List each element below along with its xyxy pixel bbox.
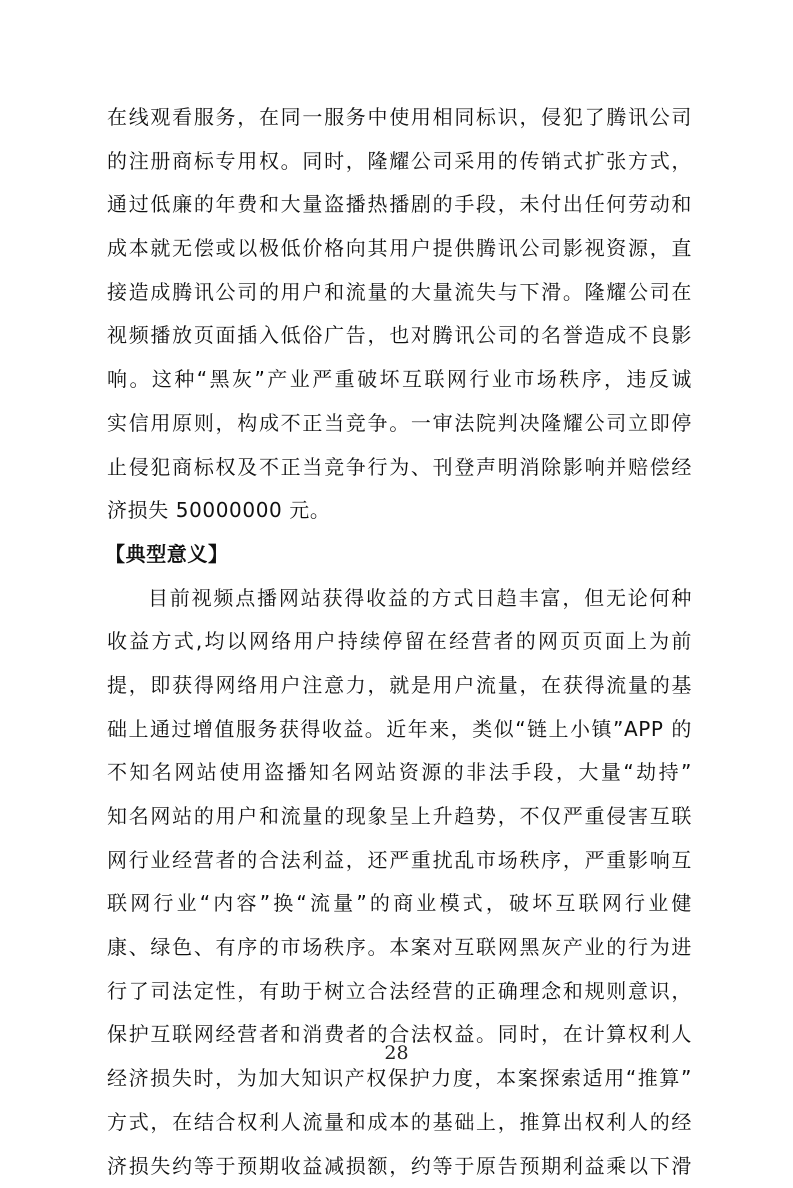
text-line: 提，即获得网络用户注意力，就是用户流量，在获得流量的基: [107, 664, 692, 708]
text-line: 止侵犯商标权及不正当竞争行为、刊登声明消除影响并赔偿经: [107, 446, 692, 490]
text-line: 不知名网站使用盗播知名网站资源的非法手段，大量“劫持”: [107, 751, 692, 795]
text-line: 网行业经营者的合法利益，还严重扰乱市场秩序，严重影响互: [107, 839, 692, 883]
text-line: 方式，在结合权利人流量和成本的基础上，推算出权利人的经: [107, 1101, 692, 1145]
text-line: 的注册商标专用权。同时，隆耀公司采用的传销式扩张方式，: [107, 140, 692, 184]
page-number: 28: [0, 1042, 793, 1064]
text-line: 通过低廉的年费和大量盗播热播剧的手段，未付出任何劳动和: [107, 183, 692, 227]
text-line: 康、绿色、有序的市场秩序。本案对互联网黑灰产业的行为进: [107, 926, 692, 970]
text-line: 联网行业“内容”换“流量”的商业模式，破坏互联网行业健: [107, 882, 692, 926]
text-line: 础上通过增值服务获得收益。近年来，类似“链上小镇”APP 的: [107, 708, 692, 752]
text-line: 接造成腾讯公司的用户和流量的大量流失与下滑。隆耀公司在: [107, 271, 692, 315]
text-line: 经济损失时，为加大知识产权保护力度，本案探索适用“推算”: [107, 1057, 692, 1101]
section-heading: 【典型意义】: [105, 533, 692, 577]
text-line: 视频播放页面插入低俗广告，也对腾讯公司的名誉造成不良影: [107, 314, 692, 358]
text-line: 保护互联网经营者和消费者的合法权益。同时，在计算权利人: [107, 1013, 692, 1057]
text-line-first: 目前视频点播网站获得收益的方式日趋丰富，但无论何种: [107, 577, 692, 621]
text-line: 成本就无偿或以极低价格向其用户提供腾讯公司影视资源，直: [107, 227, 692, 271]
text-line: 济损失约等于预期收益减损额，约等于原告预期利益乘以下滑: [107, 1145, 692, 1188]
paragraph-significance: [107, 577, 692, 1188]
paragraph-case-facts: [107, 96, 692, 533]
text-line: 知名网站的用户和流量的现象呈上升趋势，不仅严重侵害互联: [107, 795, 692, 839]
text-line: 行了司法定性，有助于树立合法经营的正确理念和规则意识，: [107, 970, 692, 1014]
text-line: 在线观看服务，在同一服务中使用相同标识，侵犯了腾讯公司: [107, 96, 692, 140]
text-line-last: 济损失 50000000 元。: [107, 489, 692, 533]
body-text: [107, 96, 692, 1188]
text-line: 响。这种“黑灰”产业严重破坏互联网行业市场秩序，违反诚: [107, 358, 692, 402]
text-line: 实信用原则，构成不正当竞争。一审法院判决隆耀公司立即停: [107, 402, 692, 446]
text-line: 收益方式,均以网络用户持续停留在经营者的网页页面上为前: [107, 620, 692, 664]
